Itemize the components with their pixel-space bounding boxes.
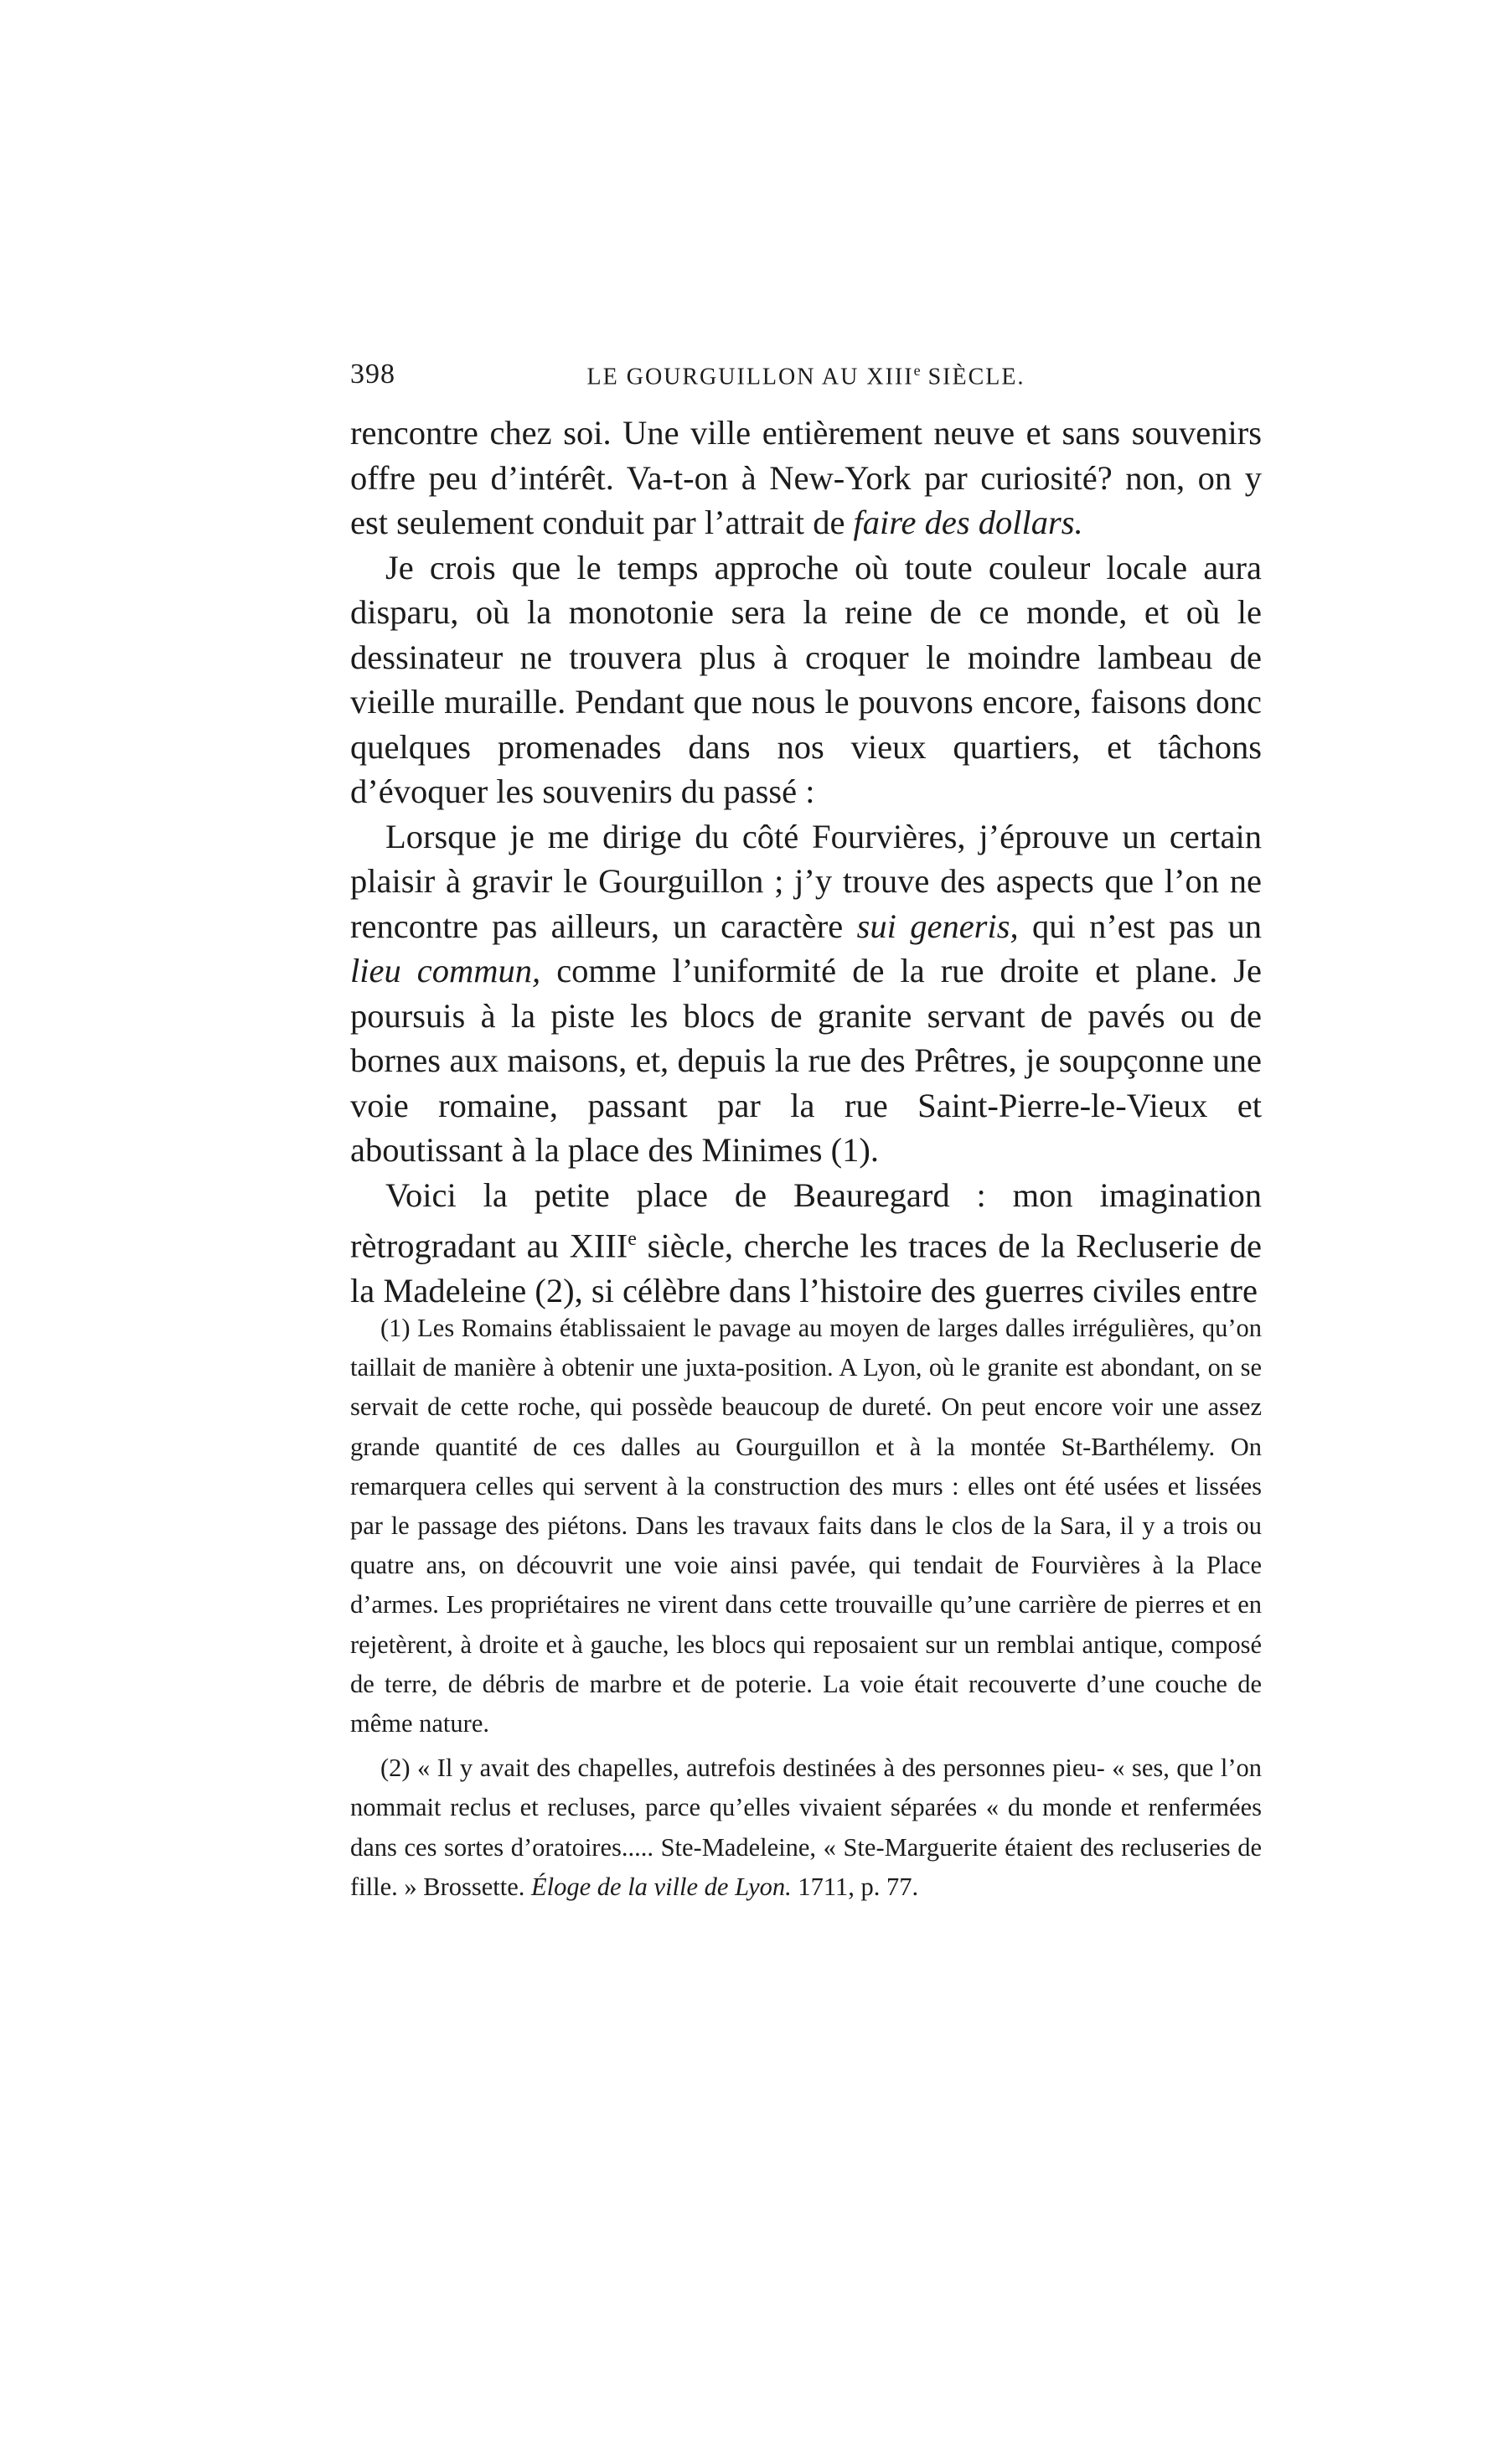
page-number: 398 [350, 359, 395, 390]
paragraph-2: Je crois que le temps approche où toute couleur locale aura disparu, où la monotonie sera la reine de ce monde, et où le dessinateur ne trouvera plus à croquer le moindre lambeau de vieille muraille. Pendant que nous le pouvons encore, faisons donc quelques promenades dans nos vieux quartiers, et tâchons d’évoquer les souvenirs du passé : [350, 548, 1262, 810]
paragraph-1-italic: faire des dollars. [853, 504, 1083, 541]
footnote-2-text-a: (2) « Il y avait des chapelles, autrefois destinées à des personnes pieu- « ses, que l’on nommait reclus et recluses, parce qu’elles vivaient séparées « du monde et renfermées dans ces sortes d’oratoires..... Ste-Madeleine, « Ste-Marguerite étaient des recluseries de fille. » Brossette. [350, 1754, 1262, 1901]
paragraph-3-text-b: qui n’est pas un [1018, 907, 1262, 945]
footnote-2-text-b: 1711, p. 77. [791, 1872, 919, 1901]
paragraph-4-text-b: siècle, cherche les traces de la Recluserie de la Madeleine (2), si célèbre dans l’histoire des guerres civiles entre [350, 1227, 1263, 1309]
paragraph-1-text: rencontre chez soi. Une ville entièrement neuve et sans souvenirs offre peu d’intérêt. Va-t-on à New-York par curiosité? non, on y est seulement conduit par l’attrait de [350, 414, 1262, 541]
running-title-tail: SIÈCLE. [920, 364, 1025, 390]
footnotes [350, 1309, 1262, 1907]
paragraph-4 [350, 1173, 1262, 1314]
paragraph-3-italic-2: lieu commun, [350, 952, 541, 989]
paragraph-3 [350, 814, 1262, 1173]
paragraph-3-text-a: Lorsque je me dirige du côté Fourvières, j’éprouve un certain plaisir à gravir le Gourguillon ; j’y trouve des aspects que l’on ne rencontre pas ailleurs, un caractère [350, 817, 1262, 945]
running-title-main: LE GOURGUILLON AU XIII [586, 364, 914, 390]
footnote-1: (1) Les Romains établissaient le pavage au moyen de larges dalles irrégulières, qu’on taillait de manière à obtenir une juxta-position. A Lyon, où le granite est abondant, on se servait de cette roche, qui possède beaucoup de dureté. On peut encore voir une assez grande quantité de ces dalles au Gourguillon et à la montée St-Barthélemy. On remarquera celles qui servent à la construction des murs : elles ont été usées et lissées par le passage des piétons. Dans les travaux faits dans le clos de la Sara, il y a trois ou quatre ans, on découvrit une voie ainsi pavée, qui tendait de Fourvières à la Place d’armes. Les propriétaires ne virent dans cette trouvaille qu’une carrière de pierres et en rejetèrent, à droite et à gauche, les blocs qui reposaient sur un remblai antique, composé de terre, de débris de marbre et de poterie. La voie était recouverte d’une couche de même nature. [350, 1314, 1262, 1738]
paragraph-4-superscript: e [628, 1228, 637, 1250]
paragraph-3-italic-1: sui generis, [856, 907, 1019, 945]
footnote-2-italic: Éloge de la ville de Lyon. [531, 1872, 792, 1901]
main-text [350, 411, 1262, 1314]
paragraph-1 [350, 411, 1262, 545]
paragraph-3-text-c: comme l’uniformité de la rue droite et plane. Je poursuis à la piste les blocs de granite servant de pavés ou de bornes aux maisons, et, depuis la rue des Prêtres, je soupçonne une voie romaine, passant par la rue Saint-Pierre-le-Vieux et aboutissant à la place des Minimes (1). [350, 952, 1262, 1169]
running-title [350, 362, 1262, 390]
paragraph-4-text-a: Voici la petite place de Beauregard : mon imagination rètrogradant au XIII [350, 1175, 1262, 1265]
page-header [350, 359, 1262, 400]
running-title-superscript: e [913, 362, 921, 379]
footnote-2 [350, 1749, 1262, 1907]
